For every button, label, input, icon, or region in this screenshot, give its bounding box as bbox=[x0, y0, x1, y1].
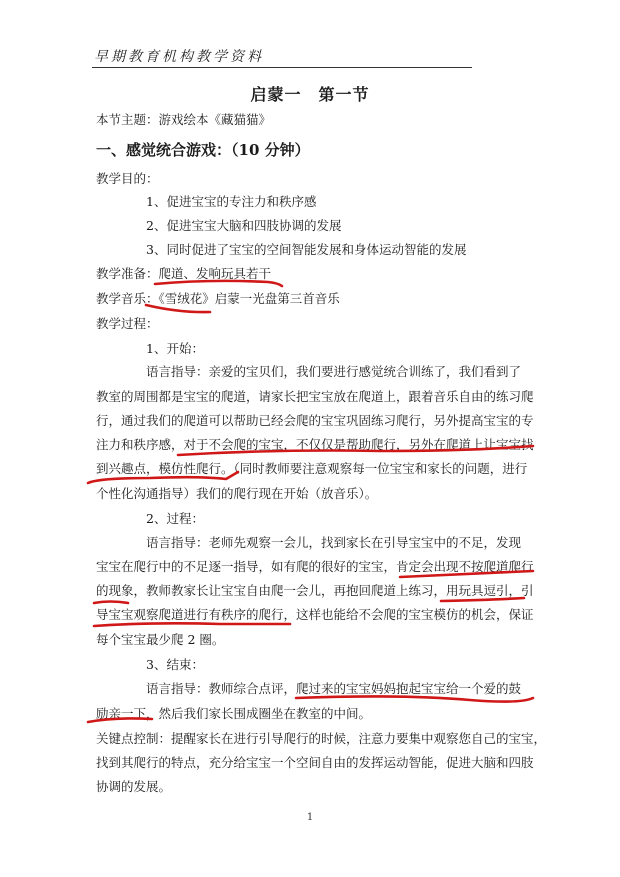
underline-step2-d bbox=[94, 623, 290, 626]
step-label: 3、结束： bbox=[146, 657, 204, 672]
paragraph-line: 注力和秩序感，对于不会爬的宝宝，不仅仅是帮助爬行，另外在爬道上让宝宝找 bbox=[96, 437, 534, 452]
teaching-music: 教学音乐：《雪绒花》启蒙一光盘第三首音乐 bbox=[96, 291, 340, 306]
paragraph-line: 的现象，教师教家长让宝宝自由爬一会儿，再抱回爬道上练习，用玩具逗引，引 bbox=[96, 583, 534, 598]
goal-item: 3、同时促进了宝宝的空间智能发展和身体运动智能的发展 bbox=[146, 242, 467, 257]
header-rule bbox=[92, 67, 472, 68]
goal-item: 2、促进宝宝大脑和四肢协调的发展 bbox=[146, 218, 342, 233]
paragraph-line: 语言指导：亲爱的宝贝们，我们要进行感觉统合训练了，我们看到了 bbox=[146, 364, 522, 379]
paragraph-line: 行，通过我们的爬道可以帮助已经会爬的宝宝巩固练习爬行，另外提高宝宝的专 bbox=[96, 413, 534, 428]
lesson-theme: 本节主题：游戏绘本《藏猫猫》 bbox=[96, 112, 272, 127]
paragraph-line: 宝宝在爬行中的不足逐一指导，如有爬的很好的宝宝，肯定会出现不按爬道爬行 bbox=[96, 559, 534, 574]
key-point-line: 协调的发展。 bbox=[96, 779, 172, 794]
paragraph-line: 励亲一下，然后我们家长围成圈坐在教室的中间。 bbox=[96, 706, 372, 721]
goals-label: 教学目的： bbox=[96, 171, 159, 186]
goal-item: 1、促进宝宝的专注力和秩序感 bbox=[146, 194, 317, 209]
page-header: 早期教育机构教学资料 bbox=[94, 49, 264, 65]
paragraph-line: 教室的周围都是宝宝的爬道，请家长把宝宝放在爬道上，跟着音乐自由的练习爬 bbox=[96, 389, 534, 404]
paragraph-line: 到兴趣点，模仿性爬行。（同时教师要注意观察每一位宝宝和家长的问题，进行 bbox=[96, 461, 528, 476]
paragraph-line: 每个宝宝最少爬 2 圈。 bbox=[96, 632, 225, 647]
step-label: 2、过程： bbox=[146, 511, 204, 526]
teaching-prep: 教学准备：爬道、发响玩具若干 bbox=[96, 266, 272, 281]
underline-step3-a bbox=[296, 696, 533, 701]
page-number: 1 bbox=[306, 812, 314, 823]
paragraph-line: 语言指导：老师先观察一会儿，找到家长在引导宝宝中的不足，发现 bbox=[146, 535, 522, 550]
step-label: 1、开始： bbox=[146, 341, 204, 356]
section-heading: 一、感觉统合游戏：（10 分钟） bbox=[96, 141, 310, 159]
paragraph-line: 个性化沟通指导）我们的爬行现在开始（放音乐）。 bbox=[96, 486, 378, 501]
key-point-line: 找到其爬行的特点，充分给宝宝一个空间自由的发挥运动智能，促进大脑和四肢 bbox=[96, 755, 534, 770]
underline-step2-b bbox=[94, 602, 128, 604]
paragraph-line: 导宝宝观察爬道进行有秩序的爬行，这样也能给不会爬的宝宝模仿的机会，保证 bbox=[96, 607, 534, 622]
key-point-line: 关键点控制：提醒家长在进行引导爬行的时候，注意力要集中观察您自己的宝宝， bbox=[96, 731, 547, 746]
paragraph-line: 语言指导：教师综合点评，爬过来的宝宝妈妈抱起宝宝给一个爱的鼓 bbox=[146, 681, 522, 696]
process-label: 教学过程： bbox=[96, 316, 159, 331]
lesson-title: 启蒙一 第一节 bbox=[250, 85, 370, 104]
